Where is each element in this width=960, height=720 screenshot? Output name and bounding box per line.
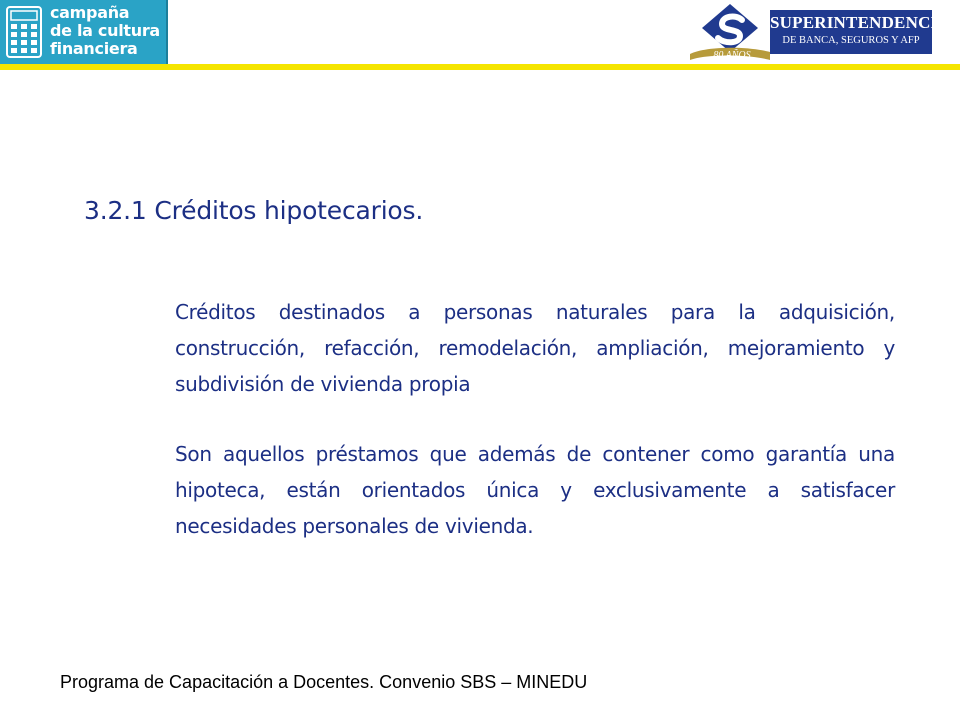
slide-title: 3.2.1 Créditos hipotecarios. [84, 196, 424, 225]
anniversary-label: 80 AÑOS [713, 50, 751, 61]
paragraph-definition: Créditos destinados a personas naturales para la adquisición, construcción, refacción, remodelación, ampliación, mejoramiento y subdivisión de vivienda propia [175, 300, 895, 396]
campaign-line-1: campaña [50, 3, 130, 22]
campaign-line-2: de la cultura [50, 21, 160, 40]
header-divider [166, 0, 168, 64]
sbs-logo [770, 10, 950, 54]
paragraph-description: Son aquellos préstamos que además de contener como garantía una hipoteca, están orientados única y exclusivamente a satisfacer necesidades personales de vivienda. [175, 442, 895, 538]
campaign-logo [0, 0, 166, 64]
sbs-subtitle: DE BANCA, SEGUROS Y AFP [782, 35, 920, 46]
header-rule [0, 64, 960, 70]
footer-text: Programa de Capacitación a Docentes. Convenio SBS – MINEDU [60, 672, 588, 692]
slide-header [0, 0, 960, 66]
calculator-icon [6, 6, 42, 58]
campaign-logo-text [50, 4, 164, 58]
sbs-name: SUPERINTENDENCIA [770, 13, 950, 32]
campaign-line-3: financiera [50, 39, 138, 58]
sbs-emblem-icon [686, 2, 774, 62]
